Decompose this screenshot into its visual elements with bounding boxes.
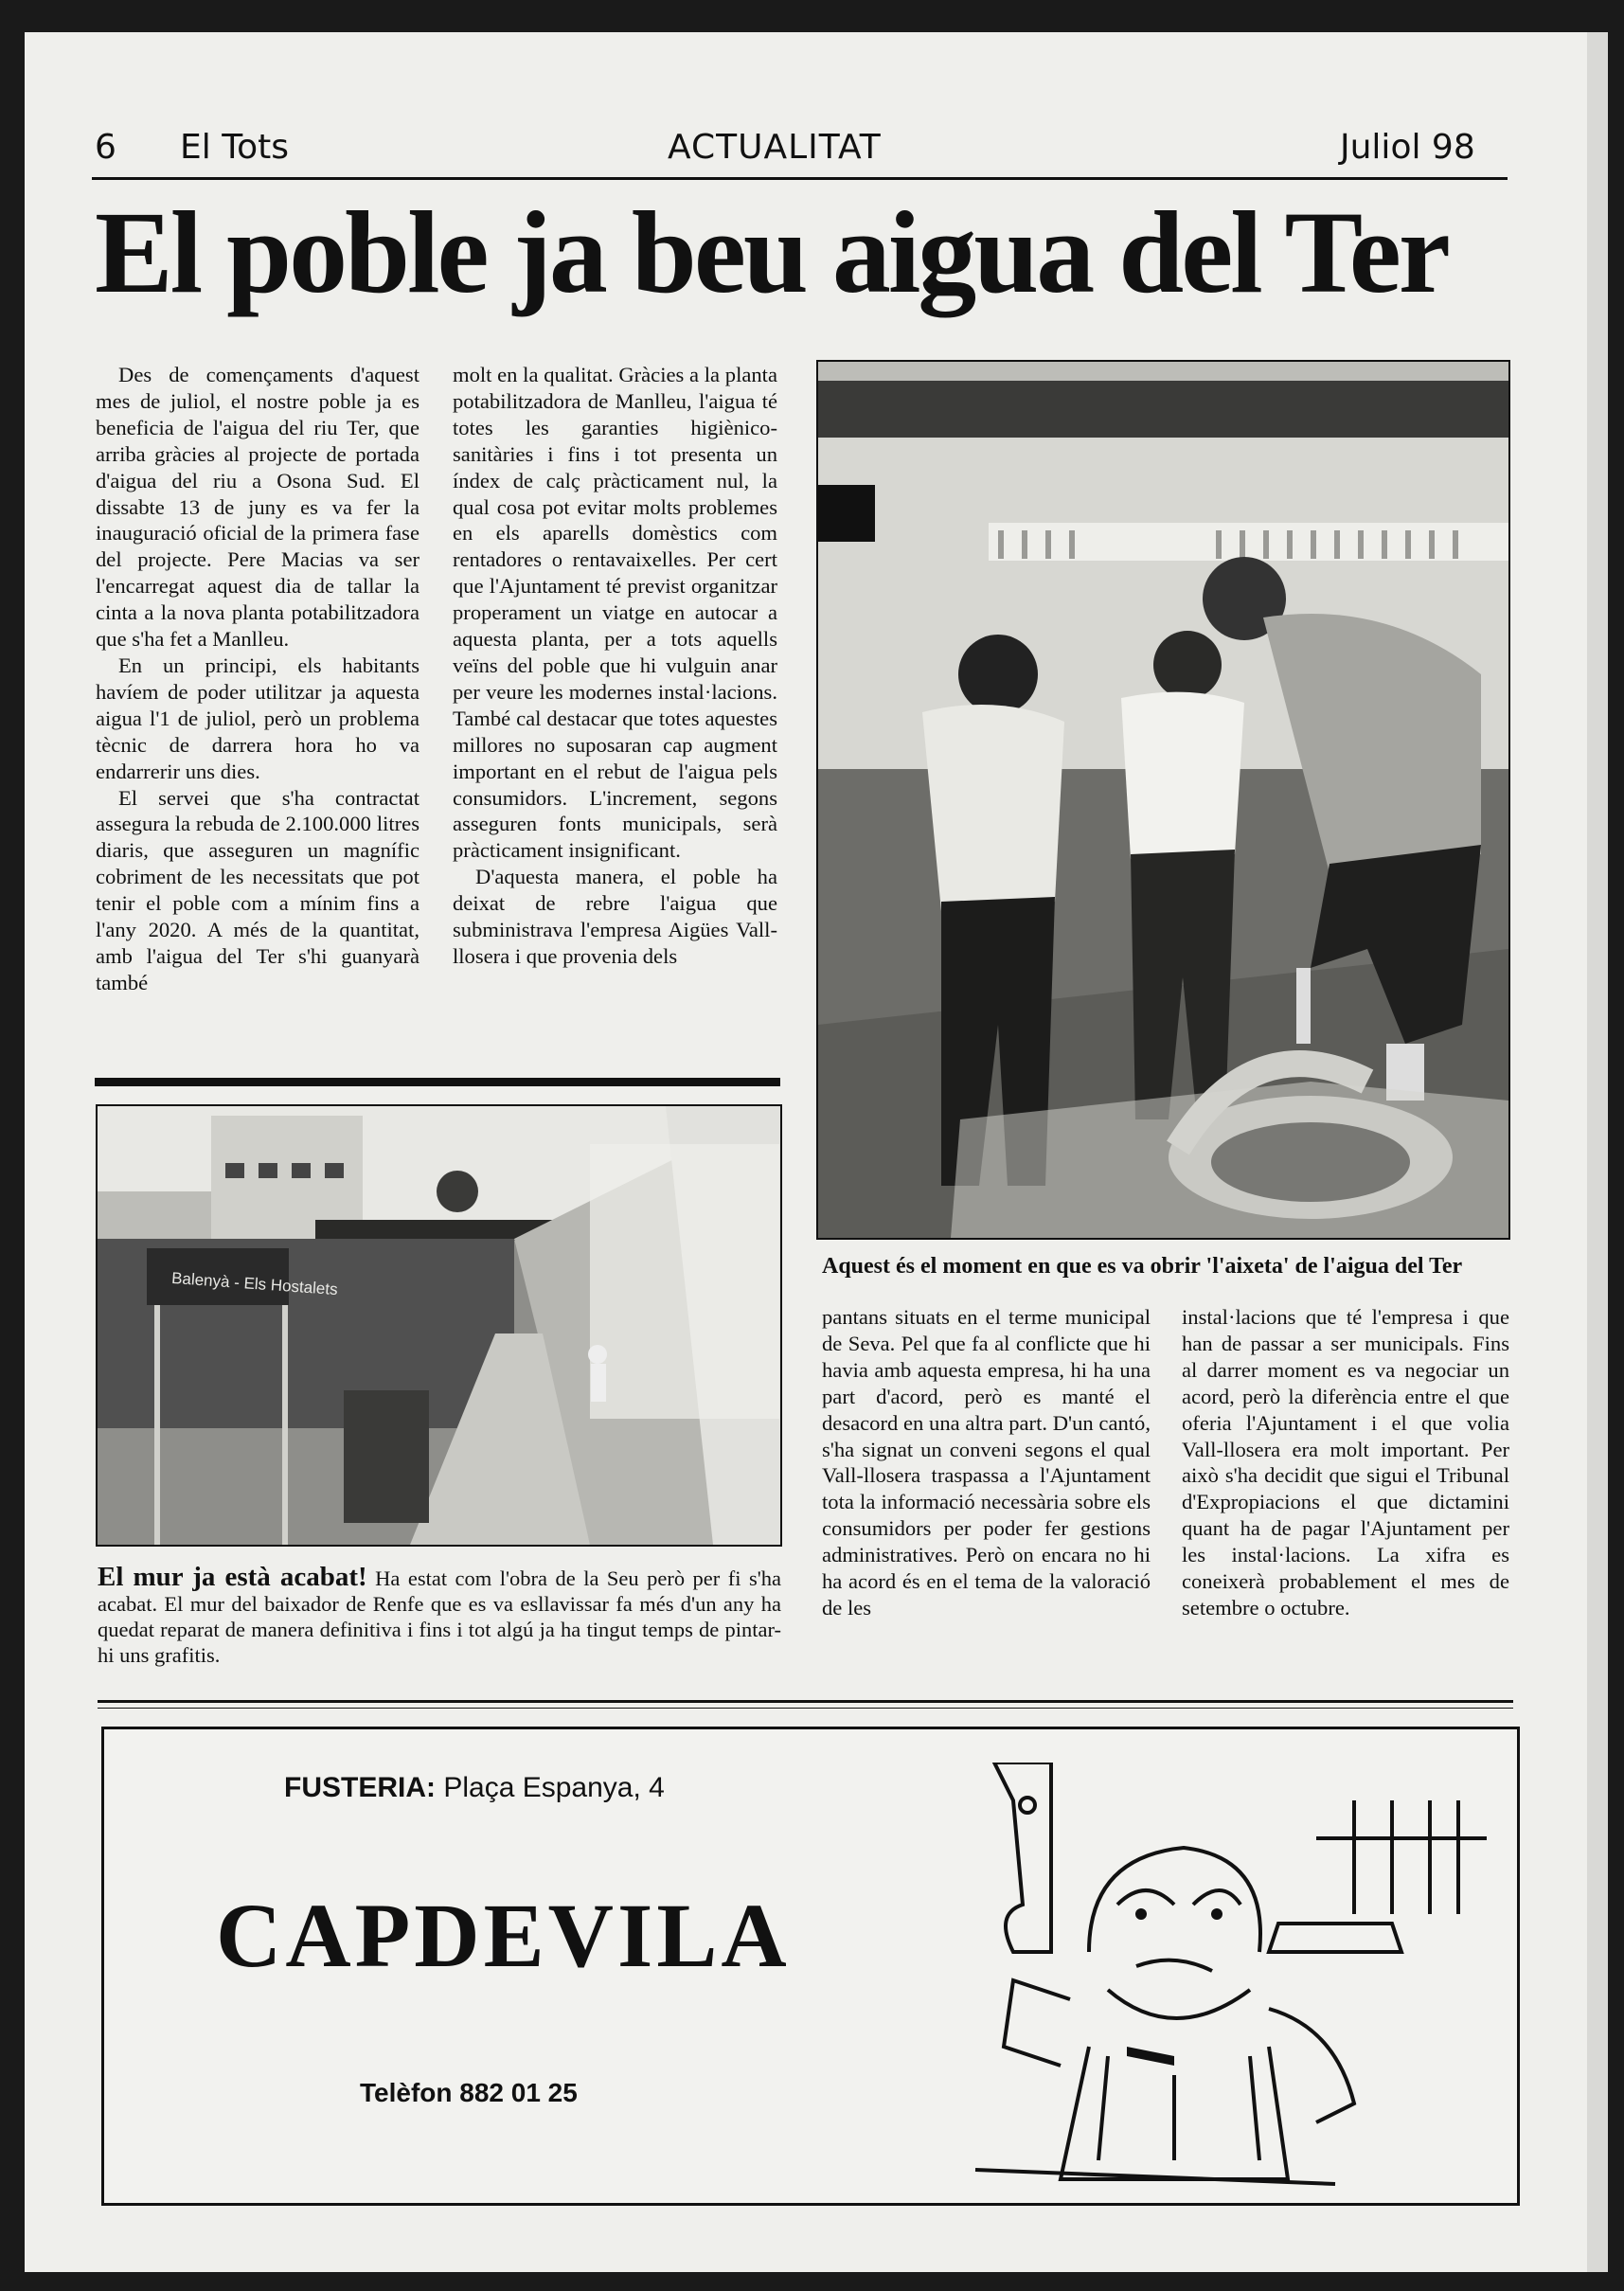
ad-rule-thin [98,1708,1513,1709]
caption-text: Ha estat com l'obra de la Seu però per fi s'ha acabat. El mur del baixador de Renfe que es va esllavissar fa més d'un any ha quedat reparat de manera definitiva i fins i tot algú ja ha tingut temps de pintar-hi uns grafitis. [98,1566,782,1667]
headline: El poble ja beu aigua del Ter [95,188,1448,317]
publication-name: El Tots [180,128,289,167]
carpenter-illustration [956,1763,1487,2189]
ad-address: Plaça Espanya, 4 [443,1772,665,1803]
paragraph: instal·lacions que té l'empresa i que han de passar a ser municipals. Fins al darrer moment es va negociar un acord, però la diferència entre el que oferia l'Ajuntament i el que volia Vall-llosera era molt important. Per això s'ha decidit que sigui el Tribunal d'Expropiacions el que dictamini quant ha de pagar l'Ajuntament per les instal·lacions. La xifra es coneixerà probablement el mes de setembre o octubre. [1182,1305,1509,1620]
main-photo-caption: Aquest és el moment en que es va obrir 'l'aixeta' de l'aigua del Ter [822,1254,1463,1279]
page-edge [1587,32,1608,2272]
main-photo [816,360,1510,1240]
paragraph: En un principi, els habitants havíem de poder utilitzar ja aquesta aigua l'1 de juliol, però un problema tècnic de darrera hora ho va endarrerir uns dies. [96,653,419,783]
advertisement [101,1727,1520,2206]
ad-trade-label: FUSTERIA: [284,1772,436,1803]
section-rule [95,1078,780,1086]
paragraph: El servei que s'ha contractat assegura la rebuda de 2.100.000 litres diaris, que asseguren un magnífic cobriment de les necessitats que pot tenir el poble com a mínim fins a l'any 2020. A més de la quantitat, amb l'aigua del Ter s'hi guanyarà també [96,785,419,994]
page-number: 6 [95,128,116,167]
article-column-2 [453,362,777,970]
issue-date: Juliol 98 [1340,128,1475,167]
article-column-1 [96,362,419,996]
article-column-3 [822,1304,1151,1621]
station-sign: Balenyà - Els Hostalets [170,1268,339,1299]
ad-phone: Telèfon 882 01 25 [360,2078,578,2107]
paragraph: molt en la qualitat. Gràcies a la planta potabilitzadora de Manlleu, l'aigua té totes les garanties higiènico-sanitàries i fins i tot presenta un índex de calç pràcticament nul, la qual cosa pot evitar molts problemes en els aparells domèstics com rentadores o rentavaixelles. Per cert que l'Ajuntament té previst organitzar properament un viatge en autocar a aquesta planta, per a tots aquells veïns del poble que hi vulguin anar per veure les modernes instal·lacions. També cal destacar que totes aquestes millores no suposaran cap augment important en el rebut de l'aigua pels consumidors. L'increment, segons asseguren fonts municipals, serà pràcticament insignificant. [453,363,777,863]
ad-trade-line [284,1772,665,1804]
station-photo-caption [98,1562,782,1668]
paragraph: pantans situats en el terme municipal de Seva. Pel que fa al conflicte que hi havia amb aquesta empresa, hi ha una part d'acord, però es manté el desacord en una altra part. D'un cantó, s'ha signat un conveni segons el qual Vall-llosera traspassa a l'Ajuntament tota la informació necessària sobre els consumidors per poder fer gestions administratives. Però on encara no hi ha acord és en el tema de la valoració de les [822,1305,1151,1620]
station-photo [96,1104,782,1547]
ad-rule-top [98,1700,1513,1703]
section-title: ACTUALITAT [668,128,882,167]
header-rule [92,177,1508,180]
caption-title: El mur ja està acabat! [98,1562,367,1592]
ad-business-name: CAPDEVILA [216,1885,791,1986]
article-column-4 [1182,1304,1509,1621]
paragraph: D'aquesta manera, el poble ha deixat de rebre l'aigua que subministrava l'empresa Aigües Vall-llosera i que provenia dels [453,865,777,968]
paragraph: Des de començaments d'aquest mes de juliol, el nostre poble ja es beneficia de l'aigua del riu Ter, que arriba gràcies al projecte de portada d'aigua del riu a Osona Sud. El dissabte 13 de juny es va fer la inauguració oficial de la primera fase del projecte. Pere Macias va ser l'encarregat aquest dia de tallar la cinta a la nova planta potabilitzadora que s'ha fet a Manlleu. [96,363,419,652]
